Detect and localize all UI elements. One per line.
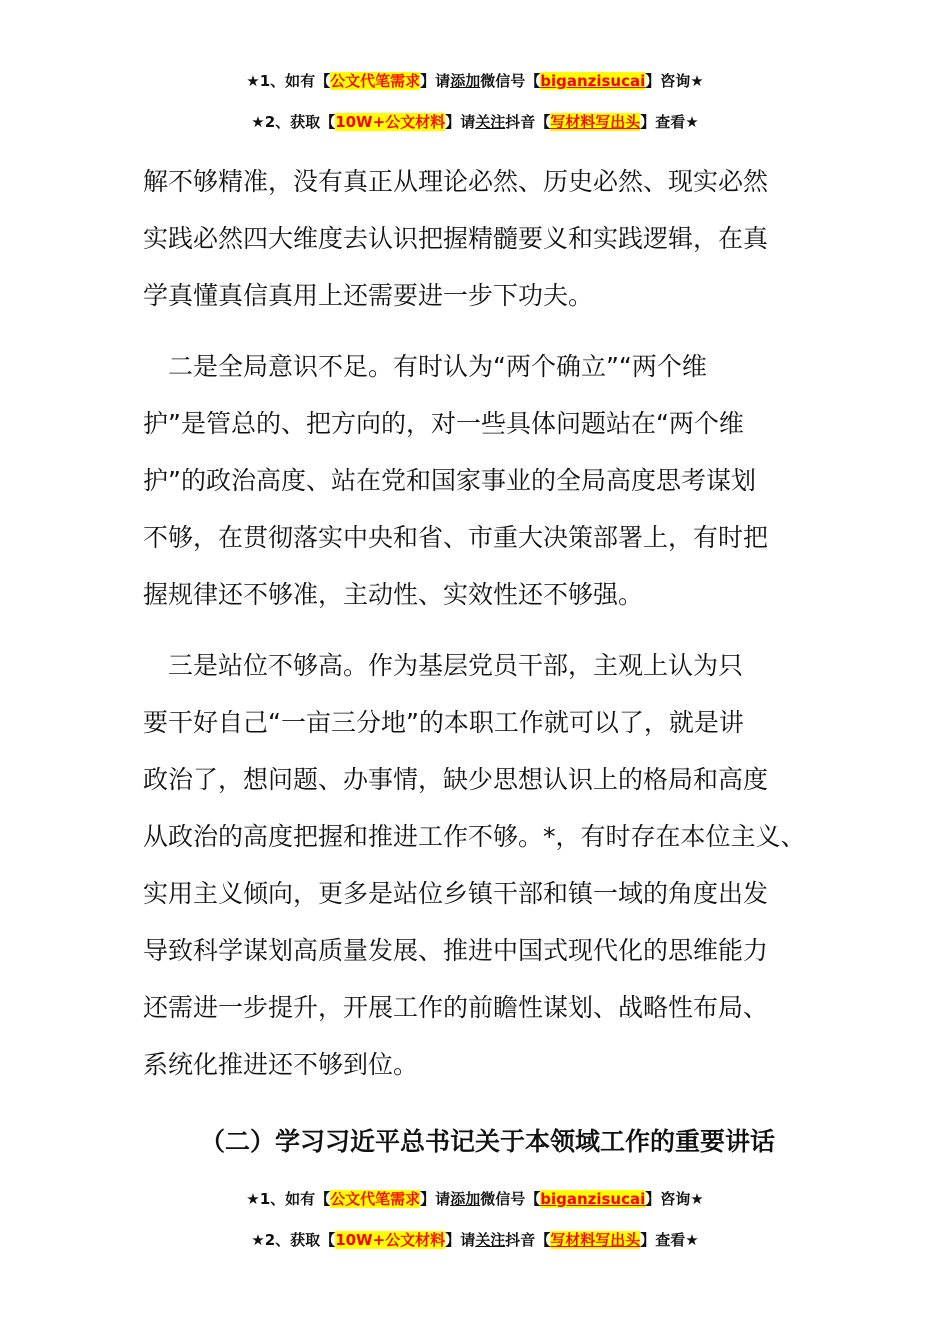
wechat-id-link[interactable]: biganzisucai (540, 72, 646, 90)
promo-text: 微信号【 (480, 72, 541, 90)
promo-text: 微信号【 (480, 1190, 541, 1208)
promo-underline: 关注 (475, 1231, 506, 1249)
body-line: 导致科学谋划高质量发展、推进中国式现代化的思维能力 (143, 936, 769, 965)
body-line: 握规律还不够准，主动性、实效性还不够强。 (143, 580, 644, 609)
body-line: 护”的政治高度、站在党和国家事业的全局高度思考谋划 (143, 466, 756, 495)
promo-highlight: 10W+公文材料 (335, 113, 446, 131)
body-line: 不够，在贯彻落实中央和省、市重大决策部署上，有时把 (143, 523, 769, 552)
promo-text: 】请 (445, 1231, 476, 1249)
promo-underline: 添加 (450, 1190, 481, 1208)
promo-text: ★1、如有【 (246, 72, 331, 90)
promo-text: 】请 (420, 1190, 451, 1208)
promo-text: 】请 (420, 72, 451, 90)
promo-text: 】请 (445, 113, 476, 131)
promo-line-3 (0, 1188, 950, 1209)
wechat-id-link[interactable]: biganzisucai (540, 1190, 646, 1208)
promo-text: 抖音【 (505, 113, 551, 131)
body-line: 解不够精准，没有真正从理论必然、历史必然、现实必然 (143, 167, 769, 196)
body-line: 护”是管总的、把方向的，对一些具体问题站在“两个维 (143, 409, 744, 438)
promo-line-2 (0, 111, 950, 132)
body-line: 实践必然四大维度去认识把握精髓要义和实践逻辑，在真 (143, 224, 769, 253)
promo-text: 抖音【 (505, 1231, 551, 1249)
promo-highlight: 公文代笔需求 (330, 1190, 421, 1208)
promo-underline: 关注 (475, 113, 506, 131)
douyin-account-link[interactable]: 写材料写出头 (550, 113, 641, 131)
body-line: 从政治的高度把握和推进工作不够。*，有时存在本位主义、 (143, 822, 806, 851)
promo-text: ★2、获取【 (251, 113, 336, 131)
promo-line-4 (0, 1229, 950, 1250)
promo-highlight: 10W+公文材料 (335, 1231, 446, 1249)
body-line: 系统化推进还不够到位。 (143, 1050, 419, 1079)
promo-line-1 (0, 70, 950, 91)
promo-text: 】查看★ (640, 113, 699, 131)
promo-text: ★2、获取【 (251, 1231, 336, 1249)
promo-underline: 添加 (450, 72, 481, 90)
body-line: 还需进一步提升，开展工作的前瞻性谋划、战略性布局、 (143, 993, 769, 1022)
promo-highlight: 公文代笔需求 (330, 72, 421, 90)
body-line: 学真懂真信真用上还需要进一步下功夫。 (143, 281, 594, 310)
body-line: 三是站位不够高。作为基层党员干部，主观上认为只 (143, 651, 744, 680)
body-line: 政治了，想问题、办事情，缺少思想认识上的格局和高度 (143, 765, 769, 794)
section-heading: （二）学习习近平总书记关于本领域工作的重要讲话 (200, 1127, 776, 1156)
body-line: 二是全局意识不足。有时认为“两个确立”“两个维 (143, 352, 707, 381)
body-line: 实用主义倾向，更多是站位乡镇干部和镇一域的角度出发 (143, 879, 769, 908)
promo-text: ★1、如有【 (246, 1190, 331, 1208)
body-line: 要干好自己“一亩三分地”的本职工作就可以了，就是讲 (143, 708, 744, 737)
promo-text: 】咨询★ (645, 72, 704, 90)
douyin-account-link[interactable]: 写材料写出头 (550, 1231, 641, 1249)
promo-text: 】查看★ (640, 1231, 699, 1249)
promo-text: 】咨询★ (645, 1190, 704, 1208)
